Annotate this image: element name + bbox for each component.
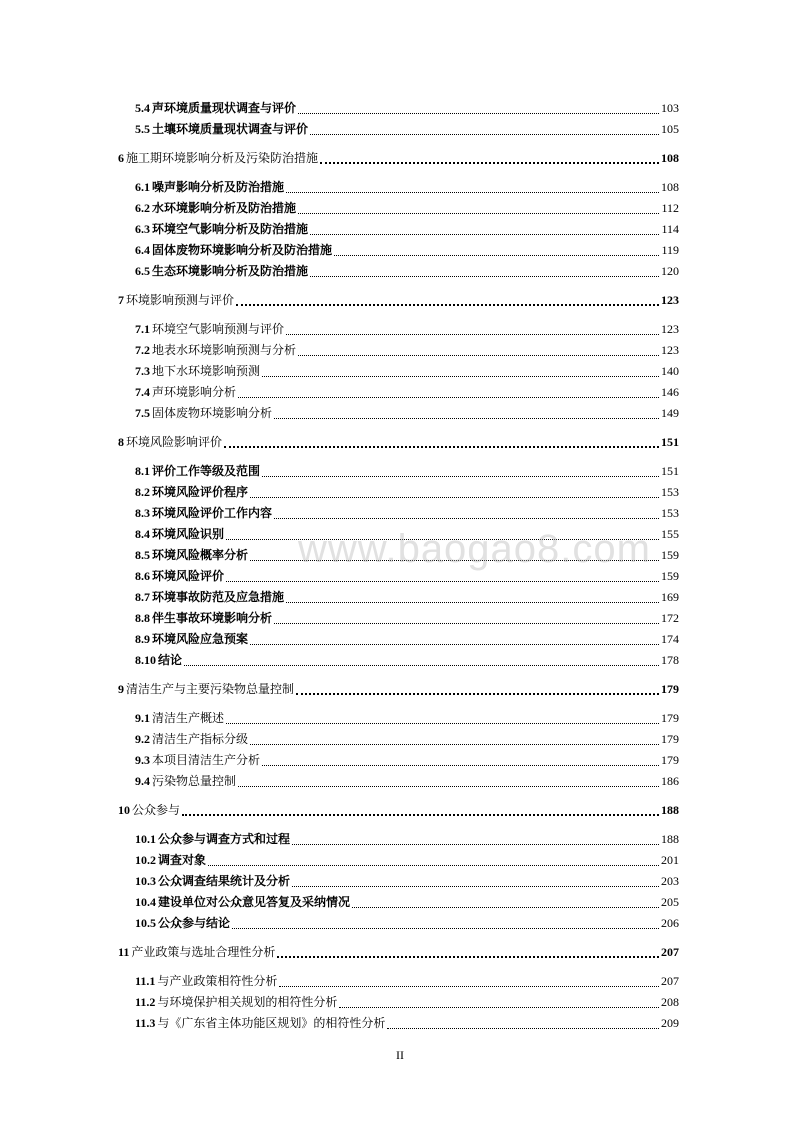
toc-section-entry[interactable] [135, 894, 679, 910]
toc-entry-title: 环境风险识别 [152, 527, 225, 541]
toc-section-entry[interactable] [135, 731, 679, 747]
toc-section-entry[interactable] [135, 384, 679, 400]
toc-entry-title: 声环境质量现状调查与评价 [152, 101, 297, 115]
toc-entry-page: 140 [661, 364, 679, 378]
toc-chapter-entry[interactable] [118, 434, 679, 450]
toc-entry-page: 186 [661, 774, 679, 788]
toc-section-entry[interactable] [135, 200, 679, 216]
toc-section-entry[interactable] [135, 610, 679, 626]
toc-entry-number: 10.3 [135, 874, 156, 888]
toc-section-entry[interactable] [135, 100, 679, 116]
toc-entry-page: 159 [661, 569, 679, 583]
toc-entry-title: 施工期环境影响分析及污染防治措施 [126, 151, 319, 165]
toc-entry-number: 9.1 [135, 711, 150, 725]
page-number: II [396, 1048, 404, 1062]
toc-entry-number: 8.2 [135, 485, 150, 499]
toc-entry-page: 151 [661, 435, 679, 449]
toc-entry-number: 7.3 [135, 364, 150, 378]
toc-entry-title: 水环境影响分析及防治措施 [152, 201, 297, 215]
toc-entry-number: 11.2 [135, 995, 156, 1009]
toc-leader-dots [352, 897, 659, 908]
toc-entry-title: 地表水环境影响预测与分析 [152, 343, 297, 357]
toc-leader-dots [262, 755, 659, 766]
toc-leader-dots [292, 876, 659, 887]
toc-entry-page: 206 [661, 916, 679, 930]
toc-entry-title: 本项目清洁生产分析 [152, 753, 261, 767]
toc-entry-number: 6.4 [135, 243, 150, 257]
toc-leader-dots [274, 408, 659, 419]
toc-section-entry[interactable] [135, 121, 679, 137]
toc-entry-title: 产业政策与选址合理性分析 [131, 945, 276, 959]
toc-section-entry[interactable] [135, 321, 679, 337]
toc-section-entry[interactable] [135, 342, 679, 358]
toc-section-entry[interactable] [135, 710, 679, 726]
toc-entry-title: 调查对象 [158, 853, 207, 867]
toc-leader-dots [286, 592, 659, 603]
toc-entry-page: 103 [661, 101, 679, 115]
toc-entry-title: 清洁生产与主要污染物总量控制 [126, 682, 295, 696]
toc-section-entry[interactable] [135, 405, 679, 421]
toc-entry-title: 污染物总量控制 [152, 774, 237, 788]
toc-entry-number: 8.8 [135, 611, 150, 625]
toc-entry-number: 10.4 [135, 895, 156, 909]
toc-leader-dots [298, 345, 659, 356]
toc-entry-number: 11.3 [135, 1016, 156, 1030]
toc-entry-title: 环境风险概率分析 [152, 548, 249, 562]
toc-entry-page: 123 [661, 293, 679, 307]
toc-entry-number: 9.2 [135, 732, 150, 746]
toc-leader-dots [279, 976, 659, 987]
toc-leader-dots [250, 487, 659, 498]
toc-entry-number: 6.5 [135, 264, 150, 278]
toc-entry-number: 10.1 [135, 832, 156, 846]
toc-section-entry[interactable] [135, 773, 679, 789]
toc-leader-dots [286, 182, 659, 193]
toc-section-entry[interactable] [135, 915, 679, 931]
toc-entry-page: 174 [661, 632, 679, 646]
toc-leader-dots [310, 124, 659, 135]
toc-entry-page: 179 [661, 682, 679, 696]
toc-entry-number: 8.10 [135, 653, 156, 667]
toc-entry-number: 6.2 [135, 201, 150, 215]
toc-leader-dots [182, 804, 659, 816]
toc-entry-title: 噪声影响分析及防治措施 [152, 180, 285, 194]
toc-section-entry[interactable] [135, 179, 679, 195]
toc-section-entry[interactable] [135, 363, 679, 379]
toc-entry-title: 环境空气影响分析及防治措施 [152, 222, 309, 236]
toc-entry-title: 建设单位对公众意见答复及采纳情况 [158, 895, 351, 909]
toc-leader-dots [387, 1018, 659, 1029]
toc-entry-page: 188 [661, 803, 679, 817]
toc-entry-number: 6.1 [135, 180, 150, 194]
toc-section-entry[interactable] [135, 831, 679, 847]
toc-entry-page: 169 [661, 590, 679, 604]
toc-entry-title: 声环境影响分析 [152, 385, 237, 399]
toc-entry-title: 与《广东省主体功能区规划》的相符性分析 [157, 1016, 386, 1030]
toc-leader-dots [262, 366, 659, 377]
toc-entry-number: 8.1 [135, 464, 150, 478]
toc-section-entry[interactable] [135, 505, 679, 521]
toc-entry-page: 159 [661, 548, 679, 562]
toc-entry-title: 土壤环境质量现状调查与评价 [152, 122, 309, 136]
toc-leader-dots [339, 997, 659, 1008]
toc-leader-dots [298, 203, 659, 214]
toc-entry-page: 208 [661, 995, 679, 1009]
toc-section-entry[interactable] [135, 631, 679, 647]
toc-entry-page: 179 [661, 753, 679, 767]
toc-leader-dots [334, 245, 659, 256]
toc-entry-title: 公众参与结论 [158, 916, 231, 930]
toc-entry-title: 环境风险应急预案 [152, 632, 249, 646]
toc-entry-page: 179 [661, 732, 679, 746]
toc-entry-title: 环境事故防范及应急措施 [152, 590, 285, 604]
toc-entry-number: 8 [118, 435, 124, 449]
toc-entry-number: 11.1 [135, 974, 156, 988]
toc-entry-page: 209 [661, 1016, 679, 1030]
toc-entry-page: 120 [661, 264, 679, 278]
toc-entry-number: 8.5 [135, 548, 150, 562]
toc-leader-dots [184, 655, 659, 666]
toc-entry-title: 固体废物环境影响分析及防治措施 [152, 243, 333, 257]
toc-entry-page: 123 [661, 343, 679, 357]
toc-entry-number: 7.1 [135, 322, 150, 336]
toc-entry-number: 9 [118, 682, 124, 696]
toc-chapter-entry[interactable] [118, 681, 679, 697]
toc-leader-dots [277, 946, 659, 958]
toc-entry-title: 与产业政策相符性分析 [157, 974, 278, 988]
toc-entry-number: 7.4 [135, 385, 150, 399]
toc-leader-dots [232, 918, 659, 929]
toc-entry-title: 清洁生产概述 [152, 711, 225, 725]
toc-leader-dots [250, 634, 659, 645]
toc-entry-number: 7.2 [135, 343, 150, 357]
toc-entry-title: 清洁生产指标分级 [152, 732, 249, 746]
toc-leader-dots [224, 436, 659, 448]
toc-entry-page: 112 [661, 201, 679, 215]
toc-entry-number: 8.7 [135, 590, 150, 604]
toc-section-entry[interactable] [135, 652, 679, 668]
toc-leader-dots [274, 613, 659, 624]
toc-entry-title: 固体废物环境影响分析 [152, 406, 273, 420]
toc-entry-page: 155 [661, 527, 679, 541]
toc-entry-page: 207 [661, 945, 679, 959]
toc-entry-title: 伴生事故环境影响分析 [152, 611, 273, 625]
toc-entry-title: 环境影响预测与评价 [126, 293, 235, 307]
toc-entry-title: 结论 [158, 653, 183, 667]
toc-section-entry[interactable] [135, 994, 679, 1010]
toc-entry-number: 7.5 [135, 406, 150, 420]
toc-entry-number: 8.9 [135, 632, 150, 646]
toc-entry-page: 178 [661, 653, 679, 667]
toc-entry-number: 8.3 [135, 506, 150, 520]
toc-leader-dots [296, 683, 659, 695]
toc-entry-title: 公众调查结果统计及分析 [158, 874, 291, 888]
toc-leader-dots [238, 387, 659, 398]
toc-entry-page: 108 [661, 180, 679, 194]
toc-entry-title: 地下水环境影响预测 [152, 364, 261, 378]
toc-entry-page: 188 [661, 832, 679, 846]
toc-entry-page: 203 [661, 874, 679, 888]
toc-entry-title: 生态环境影响分析及防治措施 [152, 264, 309, 278]
toc-leader-dots [226, 571, 659, 582]
toc-entry-number: 6.3 [135, 222, 150, 236]
toc-entry-number: 10 [118, 803, 130, 817]
toc-chapter-entry[interactable] [118, 150, 679, 166]
toc-entry-page: 151 [661, 464, 679, 478]
toc-entry-page: 146 [661, 385, 679, 399]
toc-entry-number: 10.5 [135, 916, 156, 930]
toc-leader-dots [274, 508, 659, 519]
toc-entry-number: 11 [118, 945, 130, 959]
toc-entry-number: 10.2 [135, 853, 156, 867]
toc-leader-dots [292, 834, 659, 845]
toc-entry-page: 105 [661, 122, 679, 136]
toc-entry-title: 环境风险评价工作内容 [152, 506, 273, 520]
toc-entry-page: 149 [661, 406, 679, 420]
toc-entry-page: 108 [661, 151, 679, 165]
toc-entry-title: 环境风险评价 [152, 569, 225, 583]
toc-section-entry[interactable] [135, 221, 679, 237]
toc-entry-page: 119 [661, 243, 679, 257]
toc-entry-title: 公众参与 [132, 803, 181, 817]
toc-leader-dots [226, 713, 659, 724]
toc-entry-number: 9.3 [135, 753, 150, 767]
toc-section-entry[interactable] [135, 873, 679, 889]
toc-leader-dots [208, 855, 659, 866]
toc-leader-dots [236, 294, 659, 306]
toc-leader-dots [320, 152, 659, 164]
toc-leader-dots [238, 776, 659, 787]
toc-leader-dots [262, 466, 659, 477]
toc-entry-page: 114 [661, 222, 679, 236]
toc-entry-number: 8.4 [135, 527, 150, 541]
toc-chapter-entry[interactable] [118, 802, 679, 818]
toc-entry-page: 207 [661, 974, 679, 988]
toc-entry-title: 公众参与调查方式和过程 [158, 832, 291, 846]
toc-section-entry[interactable] [135, 973, 679, 989]
toc-section-entry[interactable] [135, 752, 679, 768]
toc-chapter-entry[interactable] [118, 944, 679, 960]
toc-entry-title: 环境风险影响评价 [126, 435, 223, 449]
toc-entry-page: 201 [661, 853, 679, 867]
watermark: www.baogao8.com [298, 527, 651, 571]
toc-leader-dots [250, 734, 659, 745]
toc-entry-title: 与环境保护相关规划的相符性分析 [157, 995, 338, 1009]
toc-entry-number: 8.6 [135, 569, 150, 583]
toc-entry-page: 153 [661, 485, 679, 499]
toc-section-entry[interactable] [135, 484, 679, 500]
toc-chapter-entry[interactable] [118, 292, 679, 308]
toc-entry-page: 179 [661, 711, 679, 725]
toc-entry-number: 5.5 [135, 122, 150, 136]
toc-leader-dots [310, 266, 659, 277]
toc-entry-page: 172 [661, 611, 679, 625]
toc-entry-number: 9.4 [135, 774, 150, 788]
toc-entry-page: 123 [661, 322, 679, 336]
toc-entry-title: 评价工作等级及范围 [152, 464, 261, 478]
toc-section-entry[interactable] [135, 852, 679, 868]
toc-section-entry[interactable] [135, 263, 679, 279]
toc-entry-title: 环境风险评价程序 [152, 485, 249, 499]
toc-entry-number: 5.4 [135, 101, 150, 115]
toc-section-entry[interactable] [135, 1015, 679, 1031]
toc-leader-dots [286, 324, 659, 335]
toc-section-entry[interactable] [135, 463, 679, 479]
toc-section-entry[interactable] [135, 589, 679, 605]
toc-entry-page: 205 [661, 895, 679, 909]
toc-leader-dots [310, 224, 659, 235]
toc-entry-number: 7 [118, 293, 124, 307]
toc-section-entry[interactable] [135, 242, 679, 258]
toc-entry-title: 环境空气影响预测与评价 [152, 322, 285, 336]
toc-entry-page: 153 [661, 506, 679, 520]
toc-leader-dots [298, 103, 659, 114]
toc-entry-number: 6 [118, 151, 124, 165]
